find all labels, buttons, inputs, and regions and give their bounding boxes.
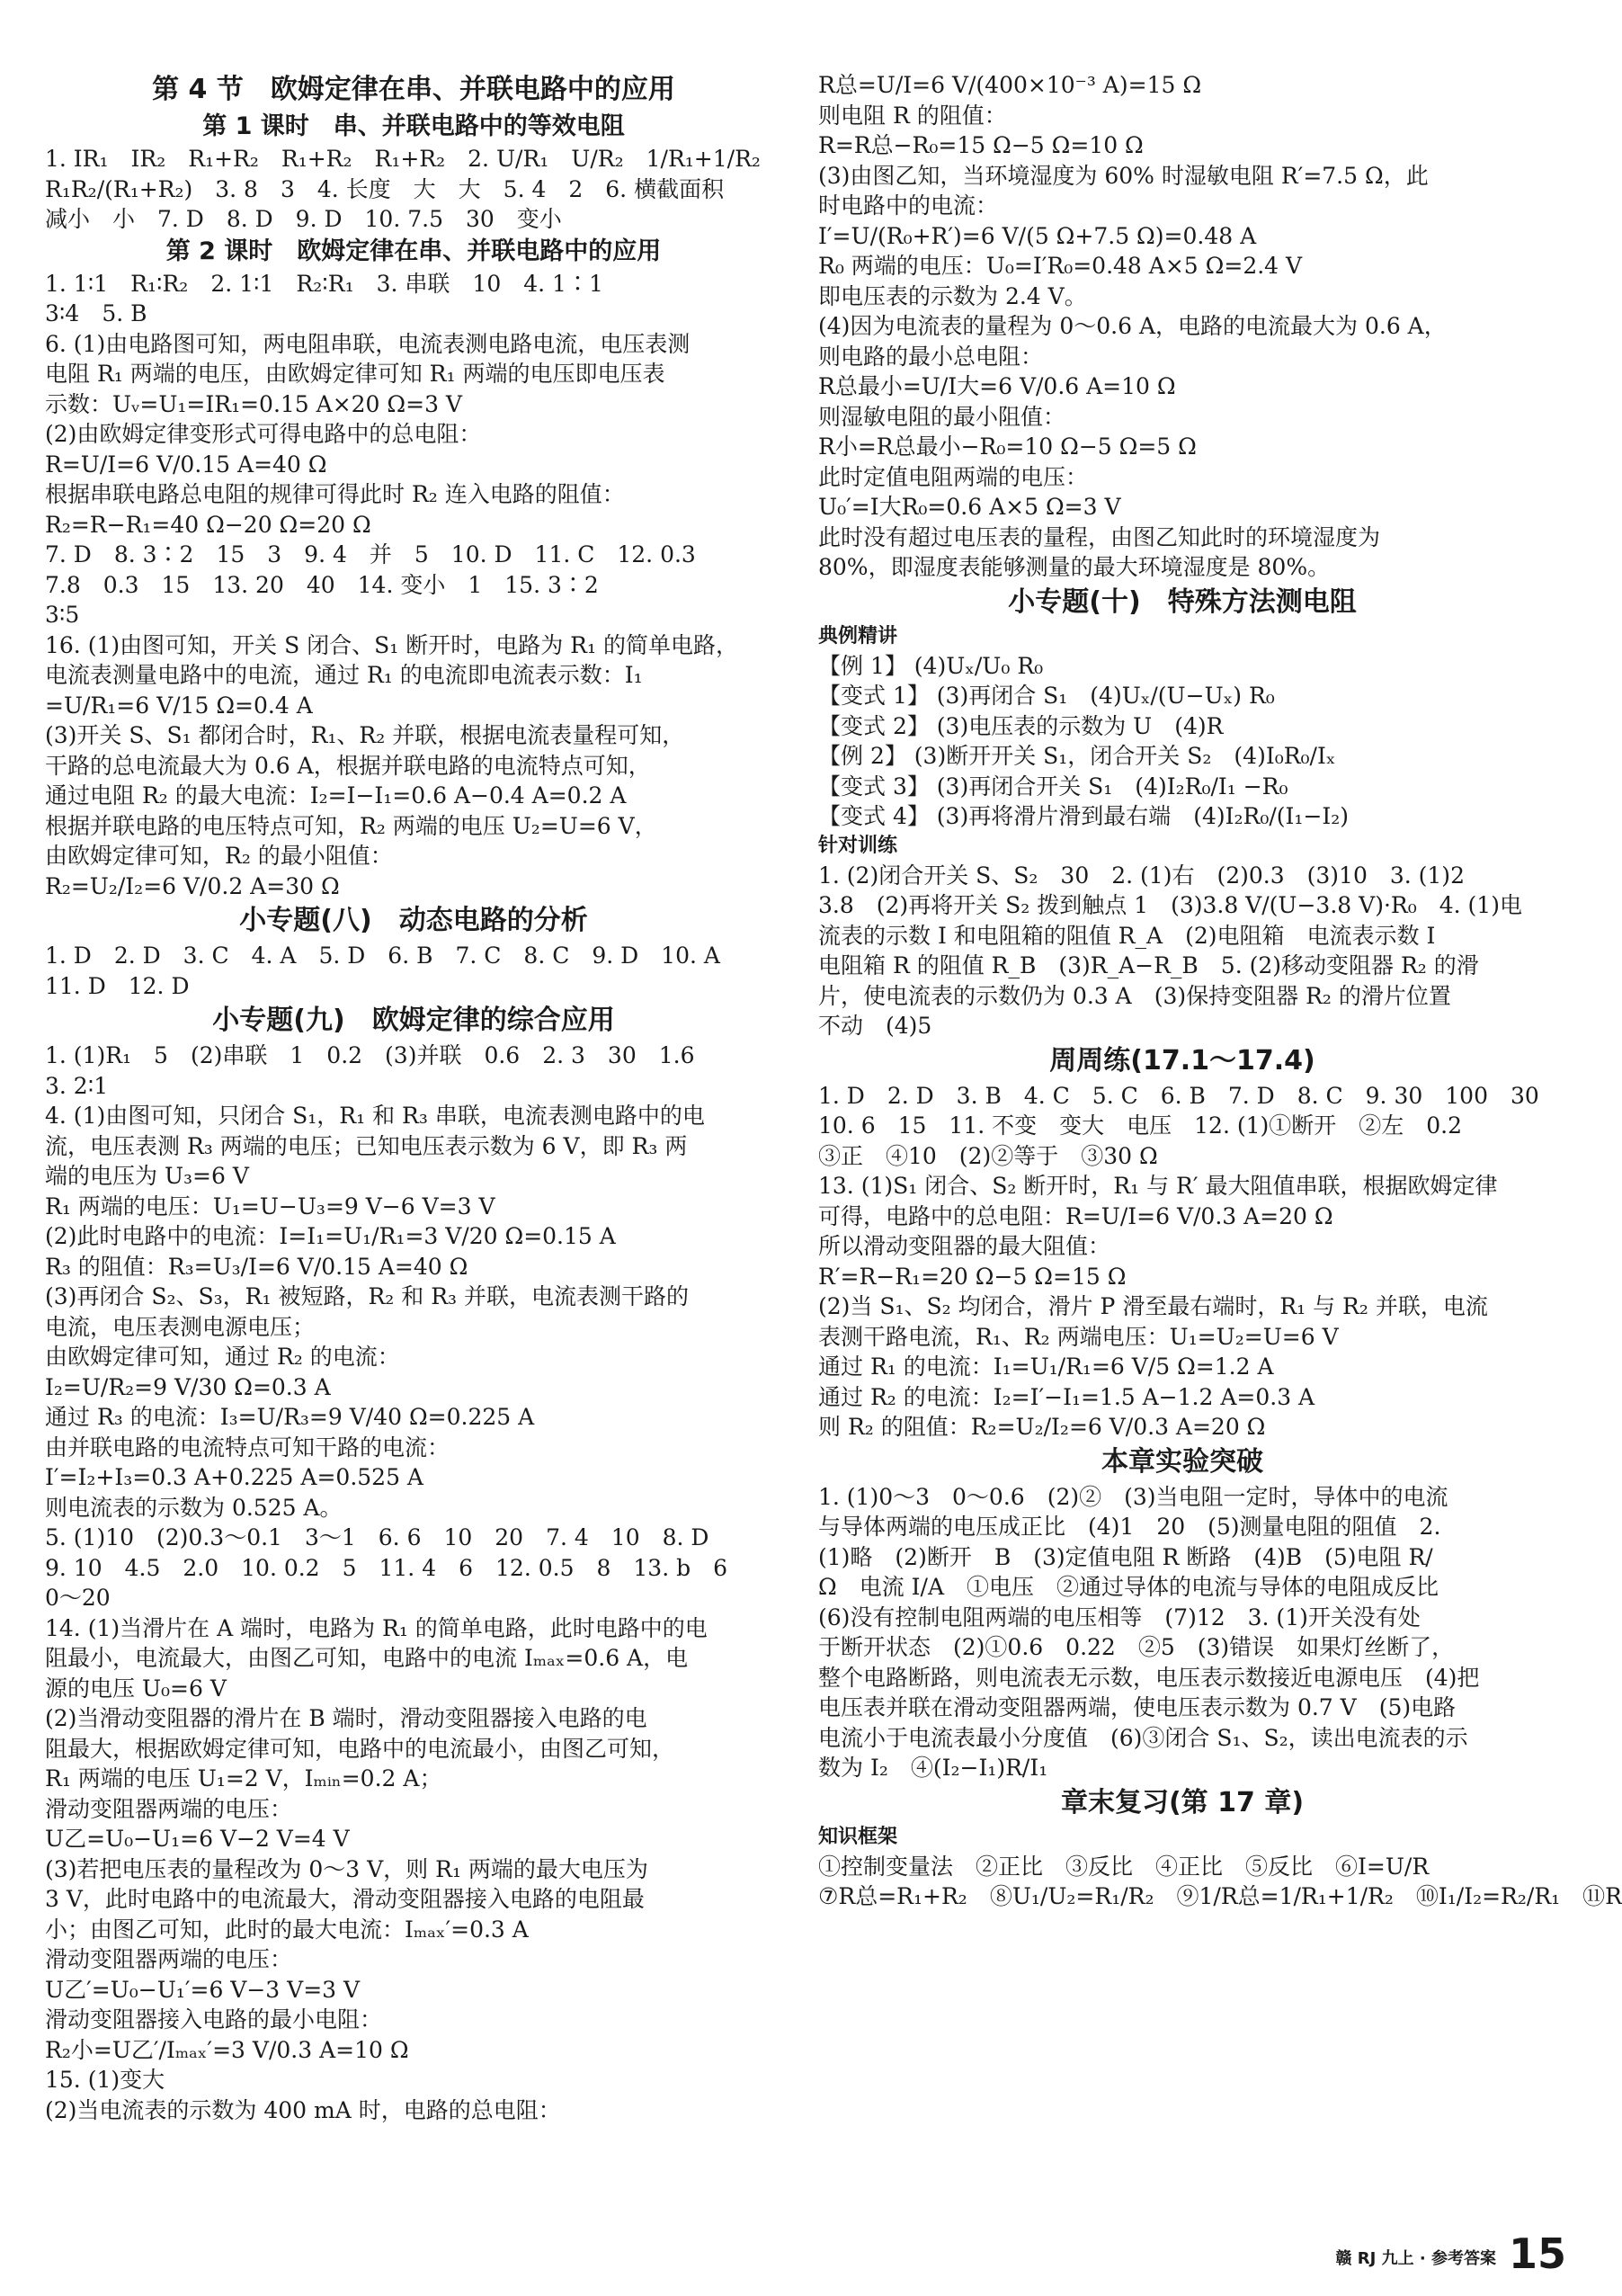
- right-answer-line: R小=R总最小−R₀=10 Ω−5 Ω=5 Ω: [818, 433, 1197, 460]
- left-answer-line: 9. 10 4.5 2.0 10. 0.2 5 11. 4 6 12. 0.5 8 13. b 6: [45, 1554, 727, 1581]
- right-answer-line: 则 R₂ 的阻值：R₂=U₂/I₂=6 V/0.3 A=20 Ω: [818, 1414, 1266, 1440]
- left-answer-line: R=U/I=6 V/0.15 A=40 Ω: [45, 451, 327, 478]
- left-answer-line: =U/R₁=6 V/15 Ω=0.4 A: [45, 692, 313, 719]
- right-answer-line: 【变式 2】 (3)电压表的示数为 U (4)R: [818, 712, 1224, 739]
- right-answer-line: 10. 6 15 11. 不变 变大 电压 12. (1)①断开 ②左 0.2: [818, 1112, 1463, 1139]
- left-section-heading: 第 4 节 欧姆定律在串、并联电路中的应用: [152, 74, 675, 105]
- left-answer-line: 1. 1∶1 R₁∶R₂ 2. 1∶1 R₂∶R₁ 3. 串联 10 4. 1∶1: [45, 270, 603, 297]
- left-answer-line: 滑动变阻器两端的电压：: [45, 1946, 293, 1972]
- left-answer-line: 根据并联电路的电压特点可知，R₂ 两端的电压 U₂=U=6 V，: [45, 812, 657, 839]
- right-answer-line: 此时没有超过电压表的量程，由图乙知此时的环境湿度为: [818, 523, 1381, 550]
- left-answer-line: 4. (1)由图可知，只闭合 S₁，R₁ 和 R₃ 串联，电流表测电路中的电: [45, 1103, 705, 1129]
- left-answer-line: 电流，电压表测电源电压；: [45, 1313, 316, 1340]
- left-answer-line: 示数：Uᵥ=U₁=IR₁=0.15 A×20 Ω=3 V: [45, 390, 462, 417]
- left-answer-line: I′=I₂+I₃=0.3 A+0.225 A=0.525 A: [45, 1464, 423, 1490]
- right-answer-line: U₀′=I大R₀=0.6 A×5 Ω=3 V: [818, 494, 1121, 520]
- left-answer-line: 7.8 0.3 15 13. 20 40 14. 变小 1 15. 3∶2: [45, 571, 599, 598]
- right-answer-line: 片，使电流表的示数仍为 0.3 A (3)保持变阻器 R₂ 的滑片位置: [818, 982, 1451, 1009]
- right-section-heading: 周周练(17.1～17.4): [1049, 1044, 1315, 1077]
- left-answer-line: R₁ 两端的电压 U₁=2 V，Iₘᵢₙ=0.2 A；: [45, 1765, 442, 1791]
- right-answer-line: (3)由图乙知，当环境湿度为 60% 时湿敏电阻 R′=7.5 Ω，此: [818, 162, 1429, 189]
- right-answer-line: 3.8 (2)再将开关 S₂ 拨到触点 1 (3)3.8 V/(U−3.8 V)·R₀ 4. (1)电: [818, 892, 1522, 918]
- right-answer-line: 不动 (4)5: [818, 1013, 932, 1039]
- right-answer-line: Ω 电流 I/A ①电压 ②通过导体的电流与导体的电阻成反比: [818, 1574, 1439, 1600]
- right-answer-line: 此时定值电阻两端的电压：: [818, 463, 1089, 490]
- right-answer-line: ③正 ④10 (2)②等于 ③30 Ω: [818, 1142, 1158, 1169]
- footer-text: 赣 RJ 九上 · 参考答案: [1335, 2249, 1496, 2268]
- right-answer-line: 1. (1)0～3 0～0.6 (2)② (3)当电阻一定时，导体中的电流: [818, 1483, 1448, 1510]
- left-answer-line: 根据串联电路总电阻的规律可得此时 R₂ 连入电路的阻值：: [45, 481, 625, 507]
- right-section-label: 知识框架: [818, 1825, 898, 1848]
- right-answer-line: 电阻箱 R 的阻值 R_B (3)R_A−R_B 5. (2)移动变阻器 R₂ 的滑: [818, 952, 1479, 978]
- left-answer-line: (2)此时电路中的电流：I=I₁=U₁/R₁=3 V/20 Ω=0.15 A: [45, 1223, 616, 1249]
- right-answer-line: (2)当 S₁、S₂ 均闭合，滑片 P 滑至最右端时，R₁ 与 R₂ 并联，电流: [818, 1293, 1488, 1319]
- left-answer-line: 阻最小，电流最大，由图乙可知，电路中的电流 Iₘₐₓ=0.6 A，电: [45, 1645, 689, 1671]
- left-answer-line: 1. IR₁ IR₂ R₁+R₂ R₁+R₂ R₁+R₂ 2. U/R₁ U/R₂ 1/R₁+1/R₂: [45, 146, 761, 172]
- left-answer-line: 电阻 R₁ 两端的电压，由欧姆定律可知 R₁ 两端的电压即电压表: [45, 361, 665, 387]
- left-answer-line: 3. 2∶1: [45, 1072, 109, 1099]
- right-answer-line: 所以滑动变阻器的最大阻值：: [818, 1233, 1111, 1259]
- right-answer-line: 时电路中的电流：: [818, 192, 999, 219]
- left-answer-line: 端的电压为 U₃=6 V: [45, 1163, 249, 1189]
- left-section-heading: 小专题(九) 欧姆定律的综合应用: [212, 1005, 615, 1036]
- left-answer-line: 通过电阻 R₂ 的最大电流：I₂=I−I₁=0.6 A−0.4 A=0.2 A: [45, 782, 627, 809]
- left-answer-line: R₁R₂/(R₁+R₂) 3. 8 3 4. 长度 大 大 5. 4 2 6. 横截面积: [45, 175, 725, 202]
- left-answer-line: 1. (1)R₁ 5 (2)串联 1 0.2 (3)并联 0.6 2. 3 30 1.6: [45, 1042, 695, 1068]
- left-answer-line: 5. (1)10 (2)0.3～0.1 3～1 6. 6 10 20 7. 4 10 8. D: [45, 1524, 709, 1550]
- right-answer-line: 于断开状态 (2)①0.6 0.22 ②5 (3)错误 如果灯丝断了，: [818, 1634, 1455, 1660]
- right-answer-line: R′=R−R₁=20 Ω−5 Ω=15 Ω: [818, 1263, 1127, 1290]
- left-section-heading: 第 2 课时 欧姆定律在串、并联电路中的应用: [165, 237, 662, 265]
- right-answer-line: R总=U/I=6 V/(400×10⁻³ A)=15 Ω: [818, 72, 1202, 98]
- left-answer-line: (2)当滑动变阻器的滑片在 B 端时，滑动变阻器接入电路的电: [45, 1705, 647, 1731]
- left-answer-line: I₂=U/R₂=9 V/30 Ω=0.3 A: [45, 1373, 331, 1400]
- right-answer-line: 则电阻 R 的阻值：: [818, 102, 1007, 129]
- left-answer-line: 3∶4 5. B: [45, 300, 147, 326]
- right-answer-line: R₀ 两端的电压：U₀=I′R₀=0.48 A×5 Ω=2.4 V: [818, 253, 1303, 279]
- right-answer-line: 流表的示数 I 和电阻箱的阻值 R_A (2)电阻箱 电流表示数 I: [818, 922, 1436, 949]
- left-answer-line: 由欧姆定律可知，R₂ 的最小阻值：: [45, 843, 393, 869]
- left-section-heading: 第 1 课时 串、并联电路中的等效电阻: [202, 112, 625, 140]
- right-section-heading: 章末复习(第 17 章): [1060, 1786, 1305, 1818]
- right-answer-line: R=R总−R₀=15 Ω−5 Ω=10 Ω: [818, 132, 1144, 158]
- left-answer-line: 3∶5: [45, 602, 80, 628]
- right-answer-line: 【例 1】 (4)Uₓ/U₀ R₀: [818, 652, 1044, 679]
- right-answer-line: (6)没有控制电阻两端的电压相等 (7)12 3. (1)开关没有处: [818, 1604, 1421, 1630]
- right-answer-line: 即电压表的示数为 2.4 V。: [818, 282, 1087, 309]
- left-answer-line: 流，电压表测 R₃ 两端的电压；已知电压表示数为 6 V，即 R₃ 两: [45, 1132, 688, 1159]
- left-answer-line: 源的电压 U₀=6 V: [45, 1675, 227, 1702]
- left-answer-line: R₂=U₂/I₂=6 V/0.2 A=30 Ω: [45, 872, 340, 899]
- right-section-heading: 本章实验突破: [1101, 1445, 1263, 1478]
- right-answer-line: 则湿敏电阻的最小阻值：: [818, 403, 1066, 430]
- left-answer-line: U乙′=U₀−U₁′=6 V−3 V=3 V: [45, 1976, 361, 2003]
- left-answer-line: R₂=R−R₁=40 Ω−20 Ω=20 Ω: [45, 511, 371, 538]
- left-answer-line: 14. (1)当滑片在 A 端时，电路为 R₁ 的简单电路，此时电路中的电: [45, 1614, 708, 1641]
- left-answer-line: R₁ 两端的电压：U₁=U−U₃=9 V−6 V=3 V: [45, 1193, 495, 1219]
- right-answer-line: 【变式 3】 (3)再闭合开关 S₁ (4)I₂R₀/I₁ −R₀: [818, 773, 1288, 800]
- right-section-label: 针对训练: [818, 834, 898, 857]
- left-answer-line: (3)开关 S、S₁ 都闭合时，R₁、R₂ 并联，根据电流表量程可知，: [45, 722, 685, 748]
- left-answer-line: U乙=U₀−U₁=6 V−2 V=4 V: [45, 1826, 350, 1852]
- right-answer-line: 数为 I₂ ④(I₂−I₁)R/I₁: [818, 1755, 1048, 1781]
- right-section-label: 典例精讲: [818, 624, 898, 648]
- left-answer-line: 0～20: [45, 1585, 111, 1611]
- right-answer-line: 通过 R₁ 的电流：I₁=U₁/R₁=6 V/5 Ω=1.2 A: [818, 1353, 1274, 1380]
- right-answer-line: ①控制变量法 ②正比 ③反比 ④正比 ⑤反比 ⑥I=U/R: [818, 1853, 1430, 1880]
- right-answer-line: 与导体两端的电压成正比 (4)1 20 (5)测量电阻的阻值 2.: [818, 1514, 1441, 1540]
- left-answer-line: 3 V，此时电路中的电流最大，滑动变阻器接入电路的电阻最: [45, 1886, 645, 1912]
- right-column: [818, 70, 1622, 1912]
- right-answer-line: 1. D 2. D 3. B 4. C 5. C 6. B 7. D 8. C 9. 30 100 30: [818, 1082, 1539, 1109]
- left-answer-line: 电流表测量电路中的电流，通过 R₁ 的电流即电流表示数：I₁: [45, 662, 643, 688]
- right-answer-line: R总最小=U/I大=6 V/0.6 A=10 Ω: [818, 373, 1176, 399]
- left-answer-line: 由并联电路的电流特点可知干路的电流：: [45, 1434, 450, 1461]
- right-answer-line: (4)因为电流表的量程为 0～0.6 A，电路的电流最大为 0.6 A，: [818, 313, 1447, 339]
- right-answer-line: (1)略 (2)断开 B (3)定值电阻 R 断路 (4)B (5)电阻 R/: [818, 1543, 1433, 1570]
- left-answer-line: 滑动变阻器两端的电压：: [45, 1795, 293, 1822]
- right-answer-line: ⑦R总=R₁+R₂ ⑧U₁/U₂=R₁/R₂ ⑨1/R总=1/R₁+1/R₂ ⑩I₁/I₂=R₂/R₁ ⑪R: [818, 1883, 1622, 1909]
- right-answer-line: 通过 R₂ 的电流：I₂=I′−I₁=1.5 A−1.2 A=0.3 A: [818, 1383, 1315, 1410]
- right-answer-line: 【变式 1】 (3)再闭合 S₁ (4)Uₓ/(U−Uₓ) R₀: [818, 683, 1275, 709]
- left-section-heading: 小专题(八) 动态电路的分析: [239, 905, 588, 936]
- page-footer: [1335, 2229, 1566, 2278]
- right-answer-line: 则电路的最小总电阻：: [818, 343, 1044, 370]
- right-answer-line: 可得，电路中的总电阻：R=U/I=6 V/0.3 A=20 Ω: [818, 1202, 1333, 1229]
- right-answer-line: I′=U/(R₀+R′)=6 V/(5 Ω+7.5 Ω)=0.48 A: [818, 222, 1257, 249]
- right-answer-line: 13. (1)S₁ 闭合、S₂ 断开时，R₁ 与 R′ 最大阻值串联，根据欧姆定律: [818, 1173, 1498, 1199]
- right-answer-line: 整个电路断路，则电流表无示数，电压表示数接近电源电压 (4)把: [818, 1664, 1480, 1691]
- left-answer-line: 由欧姆定律可知，通过 R₂ 的电流：: [45, 1344, 400, 1370]
- left-answer-line: 15. (1)变大: [45, 2067, 165, 2093]
- right-answer-line: 电压表并联在滑动变阻器两端，使电压表示数为 0.7 V (5)电路: [818, 1694, 1457, 1720]
- left-answer-line: 减小 小 7. D 8. D 9. D 10. 7.5 30 变小: [45, 206, 562, 232]
- left-answer-line: 小；由图乙可知，此时的最大电流：Iₘₐₓ′=0.3 A: [45, 1916, 529, 1943]
- left-answer-line: (3)再闭合 S₂、S₃，R₁ 被短路，R₂ 和 R₃ 并联，电流表测干路的: [45, 1283, 689, 1309]
- right-answer-line: 表测干路电流，R₁、R₂ 两端电压：U₁=U₂=U=6 V: [818, 1323, 1339, 1350]
- left-answer-line: 6. (1)由电路图可知，两电阻串联，电流表测电路电流，电压表测: [45, 330, 691, 357]
- left-answer-line: R₃ 的阻值：R₃=U₃/I=6 V/0.15 A=40 Ω: [45, 1253, 468, 1280]
- left-answer-line: (2)由欧姆定律变形式可得电路中的总电阻：: [45, 421, 482, 447]
- left-answer-line: 滑动变阻器接入电路的最小电阻：: [45, 2006, 383, 2032]
- right-answer-line: 80%，即湿度表能够测量的最大环境湿度是 80%。: [818, 554, 1331, 580]
- right-answer-line: 1. (2)闭合开关 S、S₂ 30 2. (1)右 (2)0.3 (3)10 3. (1)2: [818, 862, 1465, 889]
- right-answer-line: 【例 2】 (3)断开开关 S₁，闭合开关 S₂ (4)I₀R₀/Iₓ: [818, 743, 1336, 769]
- left-answer-line: 11. D 12. D: [45, 972, 190, 999]
- right-answer-line: 【变式 4】 (3)再将滑片滑到最右端 (4)I₂R₀/(I₁−I₂): [818, 803, 1350, 829]
- left-column: [45, 70, 782, 2125]
- right-section-heading: 小专题(十) 特殊方法测电阻: [1008, 585, 1357, 618]
- left-answer-line: 干路的总电流最大为 0.6 A，根据并联电路的电流特点可知，: [45, 752, 651, 779]
- left-answer-line: 1. D 2. D 3. C 4. A 5. D 6. B 7. C 8. C 9. D 10. A: [45, 943, 720, 969]
- left-answer-line: (3)若把电压表的量程改为 0～3 V，则 R₁ 两端的最大电压为: [45, 1855, 648, 1882]
- left-answer-line: R₂小=U乙′/Iₘₐₓ′=3 V/0.3 A=10 Ω: [45, 2036, 409, 2063]
- left-answer-line: 则电流表的示数为 0.525 A。: [45, 1494, 343, 1521]
- page-number: 15: [1508, 2229, 1566, 2278]
- left-answer-line: 阻最大，根据欧姆定律可知，电路中的电流最小，由图乙可知，: [45, 1735, 675, 1762]
- left-answer-line: 7. D 8. 3∶2 15 3 9. 4 并 5 10. D 11. C 12. 0.3: [45, 541, 696, 567]
- left-answer-line: 16. (1)由图可知，开关 S 闭合、S₁ 断开时，电路为 R₁ 的简单电路，: [45, 631, 738, 658]
- left-answer-line: (2)当电流表的示数为 400 mA 时，电路的总电阻：: [45, 2096, 561, 2123]
- left-answer-line: 通过 R₃ 的电流：I₃=U/R₃=9 V/40 Ω=0.225 A: [45, 1404, 535, 1430]
- right-answer-line: 电流小于电流表最小分度值 (6)③闭合 S₁、S₂，读出电流表的示: [818, 1724, 1468, 1751]
